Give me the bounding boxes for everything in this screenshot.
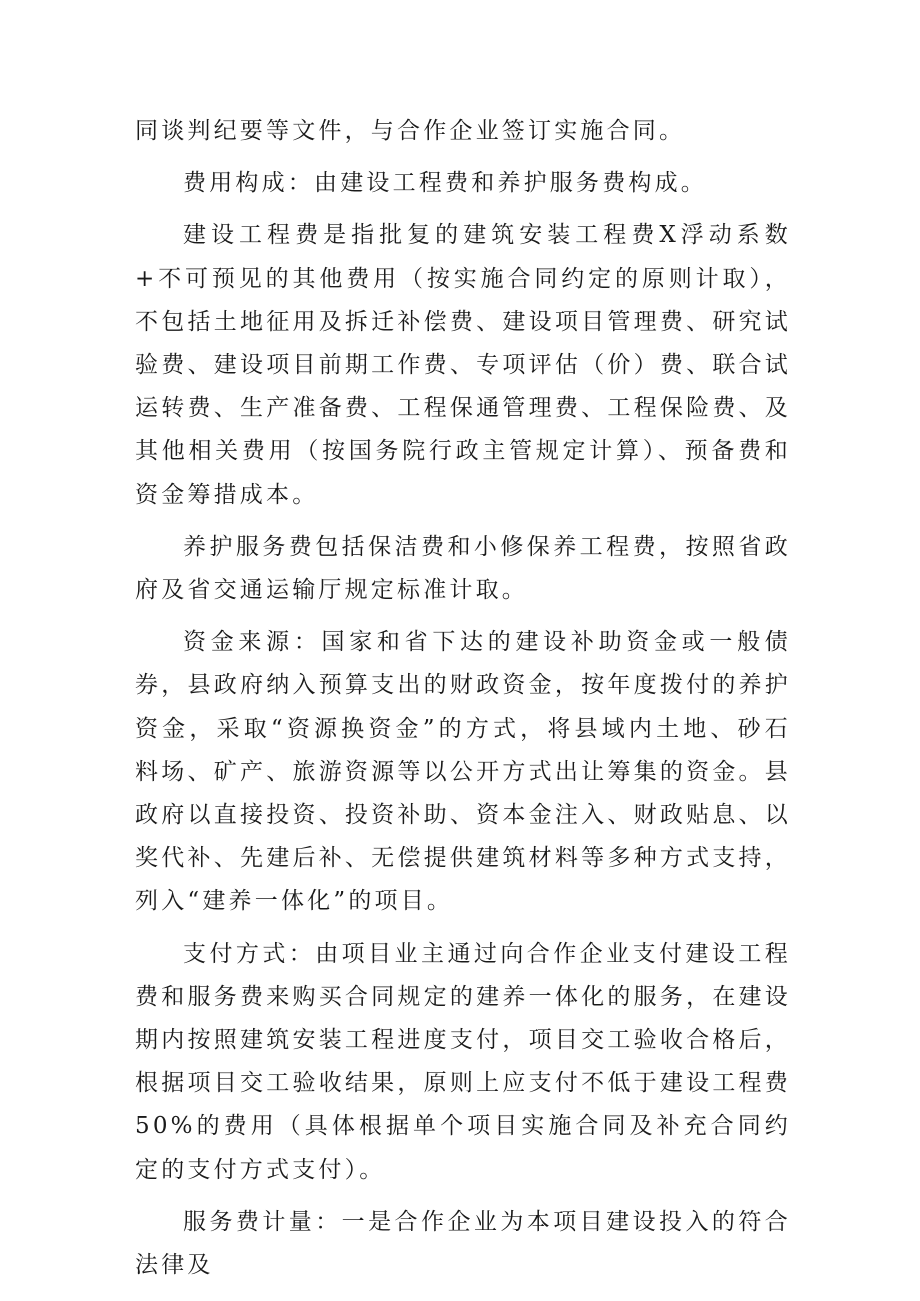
paragraph-service-fee-measurement: 服务费计量：一是合作企业为本项目建设投入的符合法律及 xyxy=(135,1208,791,1279)
paragraph-maintenance-fee: 养护服务费包括保洁费和小修保养工程费，按照省政府及省交通运输厅规定标准计取。 xyxy=(135,533,791,604)
paragraph-continuation: 同谈判纪要等文件，与合作企业签订实施合同。 xyxy=(135,118,686,144)
document-body xyxy=(135,110,791,1287)
paragraph-payment-method: 支付方式：由项目业主通过向合作企业支付建设工程费和服务费来购买合同规定的建养一体化的服务，在建设期内按照建筑安装工程进度支付，项目交工验收合格后，根据项目交工验收结果，原则上应支付不低于建设工程费50%的费用（具体根据单个项目实施合同及补充合同约定的支付方式支付）。 xyxy=(135,940,791,1183)
paragraph-fund-source: 资金来源：国家和省下达的建设补助资金或一般债券，县政府纳入预算支出的财政资金，按年度拨付的养护资金，采取“资源换资金”的方式，将县域内土地、砂石料场、矿产、旅游资源等以公开方式出让筹集的资金。县政府以直接投资、投资补助、资本金注入、财政贴息、以奖代补、先建后补、无偿提供建筑材料等多种方式支持，列入“建养一体化”的项目。 xyxy=(135,629,791,915)
paragraph-construction-cost: 建设工程费是指批复的建筑安装工程费X浮动系数+不可预见的其他费用（按实施合同约定的原则计取），不包括土地征用及拆迁补偿费、建设项目管理费、研究试验费、建设项目前期工作费、专项评估（价）费、联合试运转费、生产准备费、工程保通管理费、工程保险费、及其他相关费用（按国务院行政主管规定计算）、预备费和资金筹措成本。 xyxy=(135,222,791,508)
paragraph-cost-composition: 费用构成：由建设工程费和养护服务费构成。 xyxy=(183,170,707,197)
